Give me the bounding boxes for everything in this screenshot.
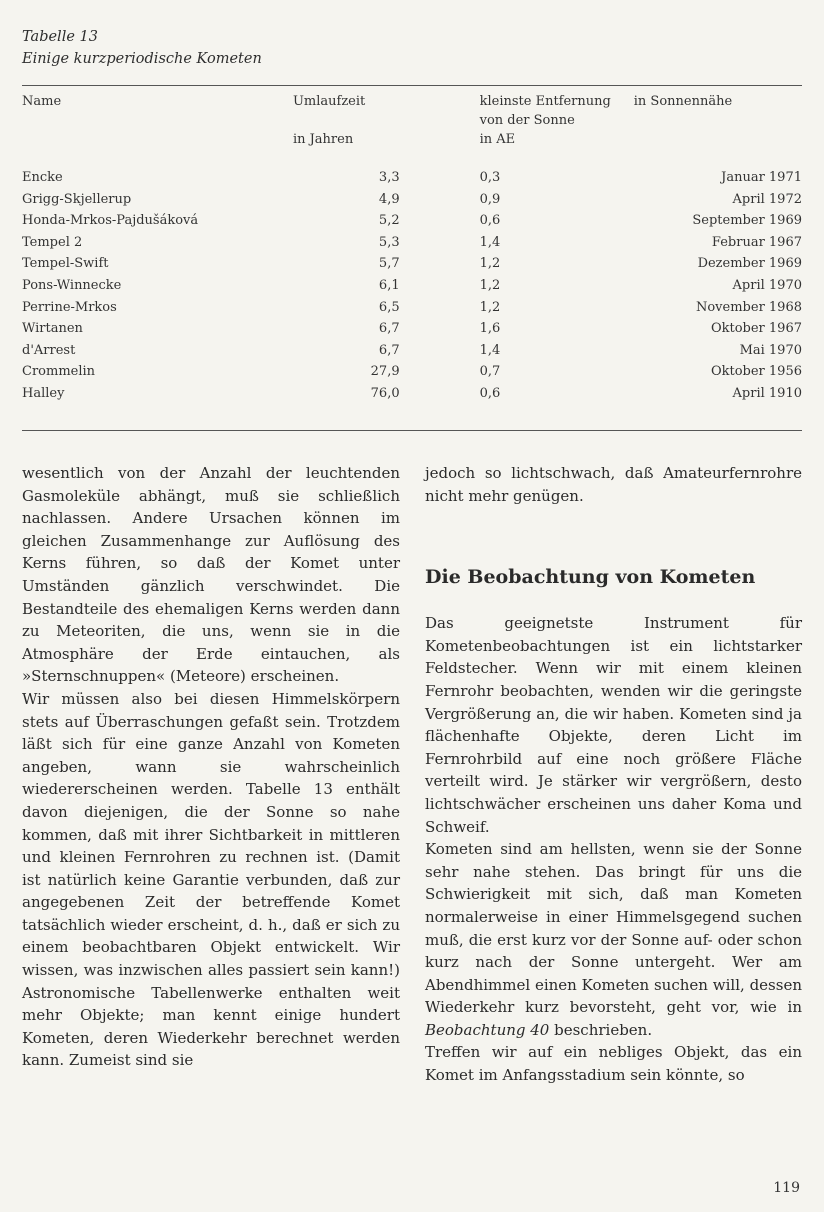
comet-distance: 0,7 [479, 364, 501, 380]
comet-distance: 1,6 [479, 321, 501, 337]
table-header-row [22, 92, 802, 149]
section-heading: Die Beobachtung von Kometen [425, 566, 756, 589]
comet-distance: 1,2 [479, 299, 501, 315]
table-row [22, 149, 802, 189]
table-row [22, 340, 802, 362]
table-row [22, 232, 802, 254]
right-paragraph-0: jedoch so lichtschwach, daß Amateurfernrohre nicht mehr genügen. [425, 464, 802, 505]
comet-perihelion: Dezember 1969 [697, 256, 802, 272]
table-label: Tabelle 13 [22, 29, 98, 45]
right-text-column [425, 462, 802, 1087]
right-paragraph-2-start: Kometen sind am hellsten, wenn sie der Sonne sehr nahe stehen. Das bringt für uns die Schwierigkeit mit sich, daß man Kometen normalerweise in einer Himmelsgegend suchen muß, die erst kurz vor der Sonne auf- oder schon kurz nach der Sonne untergeht. Wer am Abendhimmel einen Kometen suchen will, dessen Wiederkehr kurz bevorsteht, geht vor, wie in [425, 840, 802, 1017]
comet-perihelion: April 1972 [732, 191, 802, 207]
table-caption [22, 26, 262, 70]
comet-period: 6,7 [378, 342, 400, 358]
comet-period: 4,9 [378, 191, 400, 207]
comet-distance: 0,6 [479, 385, 501, 401]
table-row [22, 210, 802, 232]
comet-distance: 1,4 [479, 342, 501, 358]
comet-period: 3,3 [378, 170, 400, 185]
left-paragraph-1: wesentlich von der Anzahl der leuchtenden Gasmoleküle abhängt, muß sie schließlich nachlassen. Andere Ursachen können im gleichen Zusammenhange zur Auflösung des Kerns führen, so daß der Komet unter Umständen gänzlich verschwindet. Die Bestandteile des ehemaligen Kerns werden dann zu Meteoriten, die uns, wenn sie in die Atmosphäre der Erde eintauchen, als »Sternschnuppen« (Meteore) erscheinen. [22, 464, 400, 686]
right-paragraph-2-end: beschrieben. [549, 1020, 653, 1039]
comet-perihelion: November 1968 [695, 299, 802, 315]
table-row [22, 361, 802, 383]
comet-distance: 0,6 [479, 213, 501, 229]
comet-period: 6,5 [378, 299, 400, 315]
right-paragraph-3: Treffen wir auf ein nebliges Objekt, das ein Komet im Anfangsstadium sein könnte, so [425, 1043, 802, 1085]
comet-name: Honda-Mrkos-Pajdušáková [22, 213, 199, 229]
comet-perihelion: Januar 1971 [721, 170, 802, 185]
comet-period: 5,2 [378, 213, 400, 229]
comet-name: Tempel-Swift [22, 256, 109, 272]
header-distance: kleinste Entfernung von der Sonne in AE [479, 94, 611, 147]
table-row [22, 297, 802, 319]
header-perihelion: in Sonnennähe [633, 94, 733, 109]
table-row [22, 275, 802, 297]
comet-period: 5,3 [378, 234, 400, 250]
header-period: Umlaufzeit in Jahren [292, 94, 366, 147]
comet-distance: 1,2 [479, 256, 501, 272]
table-top-rule [22, 85, 802, 86]
table-row [22, 383, 802, 405]
comet-period: 27,9 [370, 364, 400, 380]
comet-name: Encke [22, 170, 63, 185]
page-number: 119 [773, 1180, 800, 1196]
comet-perihelion: April 1970 [732, 277, 802, 293]
comet-perihelion: Mai 1970 [739, 342, 802, 358]
comet-perihelion: Oktober 1956 [710, 364, 802, 380]
comet-period: 76,0 [370, 385, 400, 401]
table-row [22, 318, 802, 340]
comet-table [22, 92, 802, 405]
comet-name: Perrine-Mrkos [22, 299, 117, 315]
header-name: Name [22, 94, 62, 109]
comet-perihelion: September 1969 [692, 213, 802, 229]
comet-name: Pons-Winnecke [22, 277, 122, 293]
observation-reference: Beobachtung 40 [425, 1020, 550, 1039]
comet-distance: 1,4 [479, 234, 501, 250]
comet-name: Crommelin [22, 364, 96, 380]
comet-period: 6,1 [378, 277, 400, 293]
left-text-column [22, 462, 400, 1072]
comet-perihelion: April 1910 [732, 385, 802, 401]
comet-table-body [22, 149, 802, 405]
comet-name: Halley [22, 385, 65, 401]
comet-distance: 0,9 [479, 191, 501, 207]
comet-distance: 0,3 [479, 170, 501, 185]
comet-name: d'Arrest [22, 342, 76, 358]
comet-distance: 1,2 [479, 277, 501, 293]
table-bottom-rule [22, 430, 802, 431]
comet-perihelion: Februar 1967 [711, 234, 802, 250]
comet-period: 6,7 [378, 321, 400, 337]
table-title: Einige kurzperiodische Kometen [22, 51, 262, 67]
right-paragraph-1: Das geeignetste Instrument für Kometenbeobachtungen ist ein lichtstarker Feldstecher. Wenn wir mit einem kleinen Fernrohr beobachten, wenden wir die geringste Vergrößerung an, die wir haben. Kometen sind ja flächenhafte Objekte, deren Licht im Fernrohrbild auf eine noch größere Fläche verteilt wird. Je stärker wir vergrößern, desto lichtschwächer erscheinen uns daher Koma und Schweif. [425, 614, 802, 836]
table-row [22, 253, 802, 275]
table-row [22, 189, 802, 211]
left-paragraph-2: Wir müssen also bei diesen Himmelskörpern stets auf Überraschungen gefaßt sein. Trotzdem läßt sich für eine ganze Anzahl von Kometen angeben, wann sie wahrscheinlich wiedererscheinen werden. Tabelle 13 enthält davon diejenigen, die der Sonne so nahe kommen, daß mit ihrer Sichtbarkeit in mittleren und kleinen Fernrohren zu rechnen ist. (Damit ist natürlich keine Garantie verbunden, daß zur angegebenen Zeit der betreffende Komet tatsächlich wieder erscheint, d. h., daß er sich zu einem beobachtbaren Objekt entwickelt. Wir wissen, was inzwischen alles passiert sein kann!) Astronomische Tabellenwerke enthalten weit mehr Objekte; man kennt einige hundert Kometen, deren Wiederkehr berechnet werden kann. Zumeist sind sie [22, 689, 400, 1070]
comet-perihelion: Oktober 1967 [710, 321, 802, 337]
comet-period: 5,7 [378, 256, 400, 272]
comet-name: Wirtanen [22, 321, 83, 337]
comet-name: Tempel 2 [22, 234, 83, 250]
right-paragraph-2 [425, 838, 802, 1041]
comet-name: Grigg-Skjellerup [22, 191, 132, 207]
